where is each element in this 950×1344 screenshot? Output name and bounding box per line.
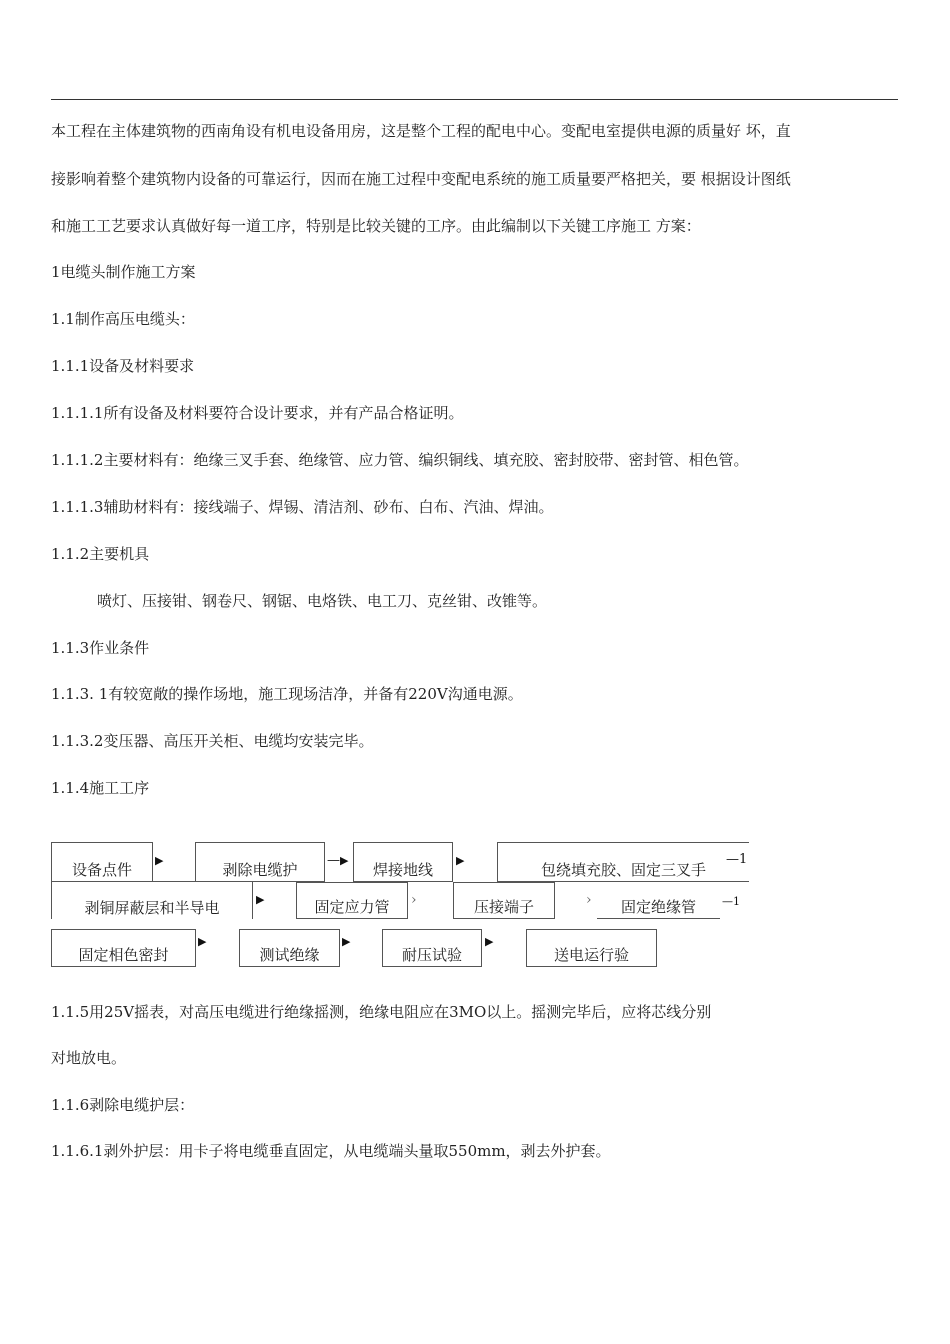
flow-step-fix-insulation-tube: 固定绝缘管 (597, 882, 720, 919)
item-1-1-1-2: 1.1.1.2主要材料有：绝缘三叉手套、绝缘管、应力管、编织铜线、填充胶、密封胶带、密封管、相色管。 (51, 451, 749, 469)
flow-chevron-icon: › (411, 892, 417, 908)
flow-arrow-icon: ▶ (256, 893, 265, 906)
intro-line-2: 接影响着整个建筑物内设备的可靠运行，因而在施工过程中变配电系统的施工质量要严格把关，要 根据设计图纸 (51, 170, 791, 188)
flow-step-equipment-check: 设备点件 (51, 842, 153, 882)
flow-end-mark-1: —1 (726, 852, 748, 867)
flow-step-fix-stress-tube: 固定应力管 (296, 882, 408, 919)
flow-chevron-icon: › (586, 892, 592, 908)
flow-arrow-icon: ▶ (485, 935, 494, 948)
item-1-1-1-1: 1.1.1.1所有设备及材料要符合设计要求，并有产品合格证明。 (51, 404, 464, 422)
item-1-1-5-line-1: 1.1.5用25V摇表，对高压电缆进行绝缘摇测，绝缘电阻应在3MO以上。摇测完毕后，应将芯线分别 (51, 1003, 712, 1021)
flow-end-mark-2: —1 (722, 895, 740, 908)
tools-list: 喷灯、压接钳、钢卷尺、钢锯、电烙铁、电工刀、克丝钳、改锥等。 (97, 592, 548, 610)
section-heading-1-1-4: 1.1.4施工工序 (51, 779, 150, 797)
flow-step-power-on-test: 送电运行验 (526, 929, 657, 967)
header-rule (51, 99, 898, 100)
intro-line-3: 和施工工艺要求认真做好每一道工序，特别是比较关键的工序。由此编制以下关键工序施工 方案： (51, 217, 701, 235)
section-heading-1-1-2: 1.1.2主要机具 (51, 545, 150, 563)
section-heading-1-1: 1.1制作高压电缆头： (51, 310, 195, 328)
section-heading-1-1-6: 1.1.6剥除电缆护层： (51, 1096, 195, 1114)
flow-step-insulation-test: 测试绝缘 (239, 929, 340, 967)
flow-arrow-icon: ▶ (155, 854, 164, 867)
intro-line-1: 本工程在主体建筑物的西南角设有机电设备用房，这是整个工程的配电中心。变配电室提供电源的质量好 坏，直 (51, 122, 791, 140)
flow-arrow-icon: ▶ (340, 854, 349, 867)
flow-step-strip-sheath: 剥除电缆护 (195, 842, 325, 882)
item-1-1-1-3: 1.1.1.3辅助材料有：接线端子、焊锡、清洁剂、砂布、白布、汽油、焊油。 (51, 498, 554, 516)
section-heading-1-1-1: 1.1.1设备及材料要求 (51, 357, 195, 375)
item-1-1-6-1: 1.1.6.1剥外护层：用卡子将电缆垂直固定，从电缆端头量取550mm，剥去外护套。 (51, 1142, 611, 1160)
flow-step-strip-shield: 剥铜屏蔽层和半导电 (51, 881, 253, 919)
item-1-1-5-line-2: 对地放电。 (51, 1049, 127, 1067)
flow-step-weld-ground: 焊接地线 (353, 842, 453, 882)
flow-step-phase-seal: 固定相色密封 (51, 929, 196, 967)
item-1-1-3-2: 1.1.3.2变压器、高压开关柜、电缆均安装完毕。 (51, 732, 374, 750)
flow-step-wrap-filler: 包绕填充胶、固定三叉手 (497, 842, 749, 882)
flow-arrow-icon: ▶ (342, 935, 351, 948)
section-heading-1-1-3: 1.1.3作业条件 (51, 639, 150, 657)
flow-dash-mark: —▶ (327, 853, 349, 868)
item-1-1-3-1: 1.1.3. 1有较宽敞的操作场地，施工现场洁净，并备有220V沟通电源。 (51, 685, 523, 703)
flow-step-crimp-terminal: 压接端子 (453, 882, 555, 919)
flow-arrow-icon: ▶ (198, 935, 207, 948)
flow-arrow-icon: ▶ (456, 854, 465, 867)
section-heading-1: 1电缆头制作施工方案 (51, 263, 196, 281)
flow-step-withstand-test: 耐压试验 (382, 929, 482, 967)
